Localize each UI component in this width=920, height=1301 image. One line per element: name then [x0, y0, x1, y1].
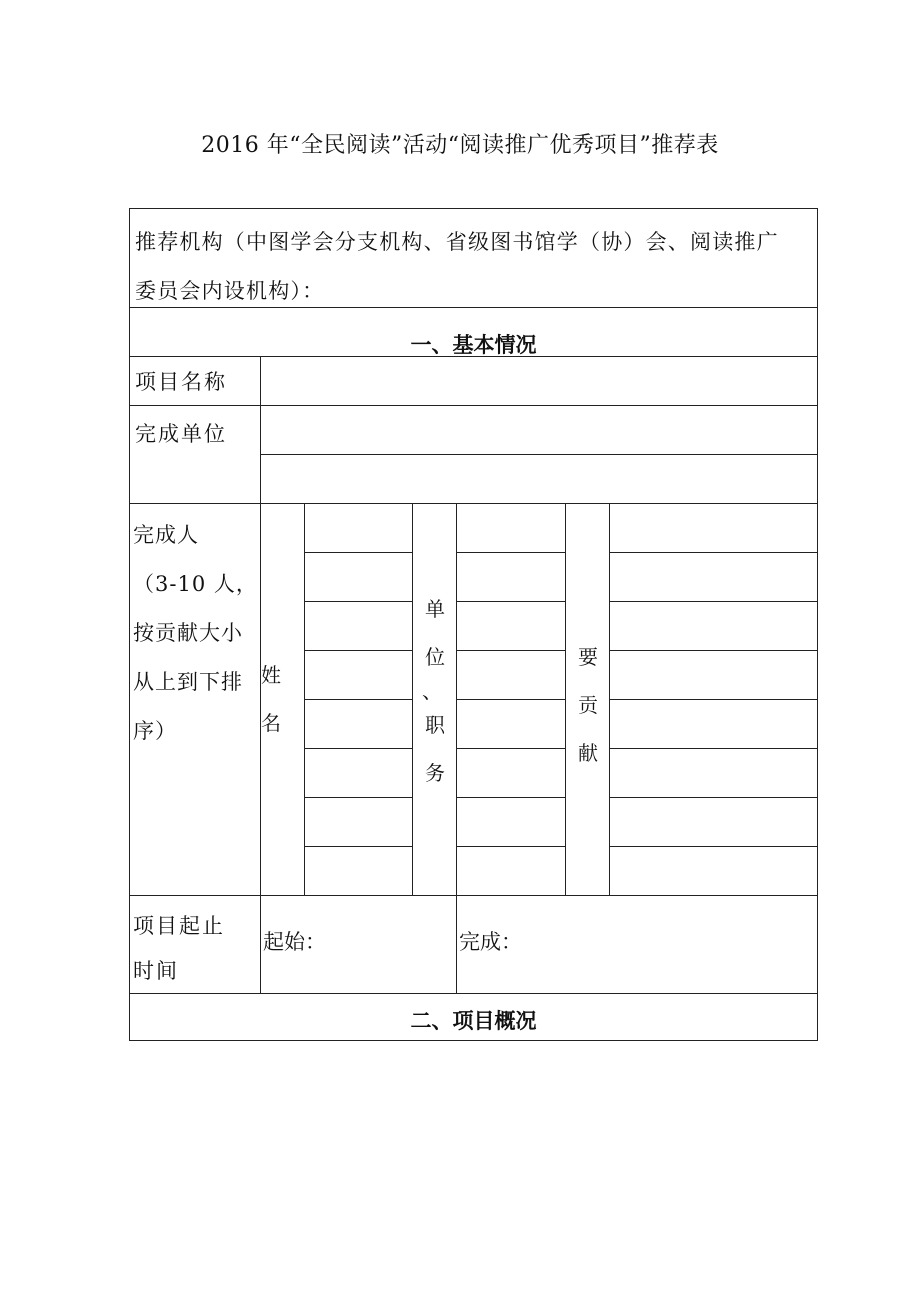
row-divider — [456, 846, 565, 847]
project-name-label: 项目名称 — [135, 370, 227, 394]
name-column-label — [261, 651, 291, 747]
people-label-line: 按贡献大小 — [133, 621, 243, 645]
row-divider — [304, 748, 412, 749]
person-contribution-field[interactable] — [610, 602, 817, 650]
person-contribution-field[interactable] — [610, 847, 817, 895]
row-divider — [609, 650, 817, 651]
people-label-line: 序） — [133, 719, 177, 743]
period-label — [133, 901, 225, 991]
unit-char: 、 — [422, 679, 442, 703]
completion-unit-field-1[interactable] — [261, 406, 817, 454]
row-divider — [609, 601, 817, 602]
divider — [130, 307, 817, 308]
person-name-field[interactable] — [305, 749, 412, 797]
row-divider — [456, 797, 565, 798]
document-title: 2016 年“全民阅读”活动“阅读推广优秀项目”推荐表 — [201, 133, 719, 158]
contribution-column-label — [573, 633, 603, 777]
people-label-line: 完成人 — [133, 523, 199, 547]
person-name-field[interactable] — [305, 504, 412, 552]
row-divider — [304, 552, 412, 553]
row-divider — [456, 552, 565, 553]
person-contribution-field[interactable] — [610, 651, 817, 699]
contribution-char: 贡 — [578, 693, 598, 717]
recommendation-form-table — [129, 208, 818, 1041]
row-divider — [304, 601, 412, 602]
unit-char: 单 — [425, 597, 445, 621]
row-divider — [609, 846, 817, 847]
person-contribution-field[interactable] — [610, 700, 817, 748]
start-date-field[interactable] — [261, 896, 456, 993]
row-divider — [456, 650, 565, 651]
person-name-field[interactable] — [305, 700, 412, 748]
divider — [565, 503, 566, 895]
end-date-field[interactable] — [457, 896, 817, 993]
name-char: 名 — [261, 711, 281, 735]
person-name-field[interactable] — [305, 602, 412, 650]
person-name-field[interactable] — [305, 798, 412, 846]
people-label-line: 从上到下排 — [133, 670, 243, 694]
person-name-field[interactable] — [305, 847, 412, 895]
row-divider — [456, 699, 565, 700]
unit-char: 职 — [425, 713, 445, 737]
row-divider — [304, 650, 412, 651]
person-unit-position-field[interactable] — [457, 651, 565, 699]
row-divider — [456, 748, 565, 749]
people-label-line: （3-10 人， — [133, 572, 258, 596]
unit-position-column-label — [420, 585, 450, 797]
row-divider — [304, 699, 412, 700]
end-date-label: 完成： — [459, 930, 522, 954]
row-divider — [609, 552, 817, 553]
unit-char: 位 — [425, 645, 445, 669]
contribution-char: 要 — [578, 645, 598, 669]
row-divider — [304, 797, 412, 798]
person-contribution-field[interactable] — [610, 504, 817, 552]
section-heading-overview: 二、项目概况 — [410, 1009, 537, 1033]
person-unit-position-field[interactable] — [457, 749, 565, 797]
row-divider — [609, 797, 817, 798]
person-name-field[interactable] — [305, 553, 412, 601]
completion-unit-label: 完成单位 — [135, 422, 227, 446]
person-unit-position-field[interactable] — [457, 847, 565, 895]
person-unit-position-field[interactable] — [457, 504, 565, 552]
divider — [130, 993, 817, 994]
person-contribution-field[interactable] — [610, 798, 817, 846]
completion-unit-field-2[interactable] — [261, 455, 817, 503]
period-label-line: 项目起止 — [133, 914, 225, 938]
start-date-label: 起始： — [263, 930, 326, 954]
recommender-line-2: 委员会内设机构）： — [135, 279, 325, 303]
row-divider — [304, 846, 412, 847]
divider — [412, 503, 413, 895]
section-heading-basic: 一、基本情况 — [410, 333, 537, 357]
recommender-line-1: 推荐机构（中图学会分支机构、省级图书馆学（协）会、阅读推广 — [135, 230, 779, 254]
project-name-field[interactable] — [261, 357, 817, 405]
person-contribution-field[interactable] — [610, 749, 817, 797]
person-unit-position-field[interactable] — [457, 700, 565, 748]
unit-char: 务 — [425, 761, 445, 785]
people-label — [133, 511, 258, 756]
person-contribution-field[interactable] — [610, 553, 817, 601]
person-name-field[interactable] — [305, 651, 412, 699]
contribution-char: 献 — [578, 741, 598, 765]
period-label-line: 时间 — [133, 959, 179, 983]
name-char: 姓 — [261, 663, 281, 687]
row-divider — [456, 601, 565, 602]
person-unit-position-field[interactable] — [457, 798, 565, 846]
person-unit-position-field[interactable] — [457, 602, 565, 650]
person-unit-position-field[interactable] — [457, 553, 565, 601]
row-divider — [609, 748, 817, 749]
row-divider — [609, 699, 817, 700]
